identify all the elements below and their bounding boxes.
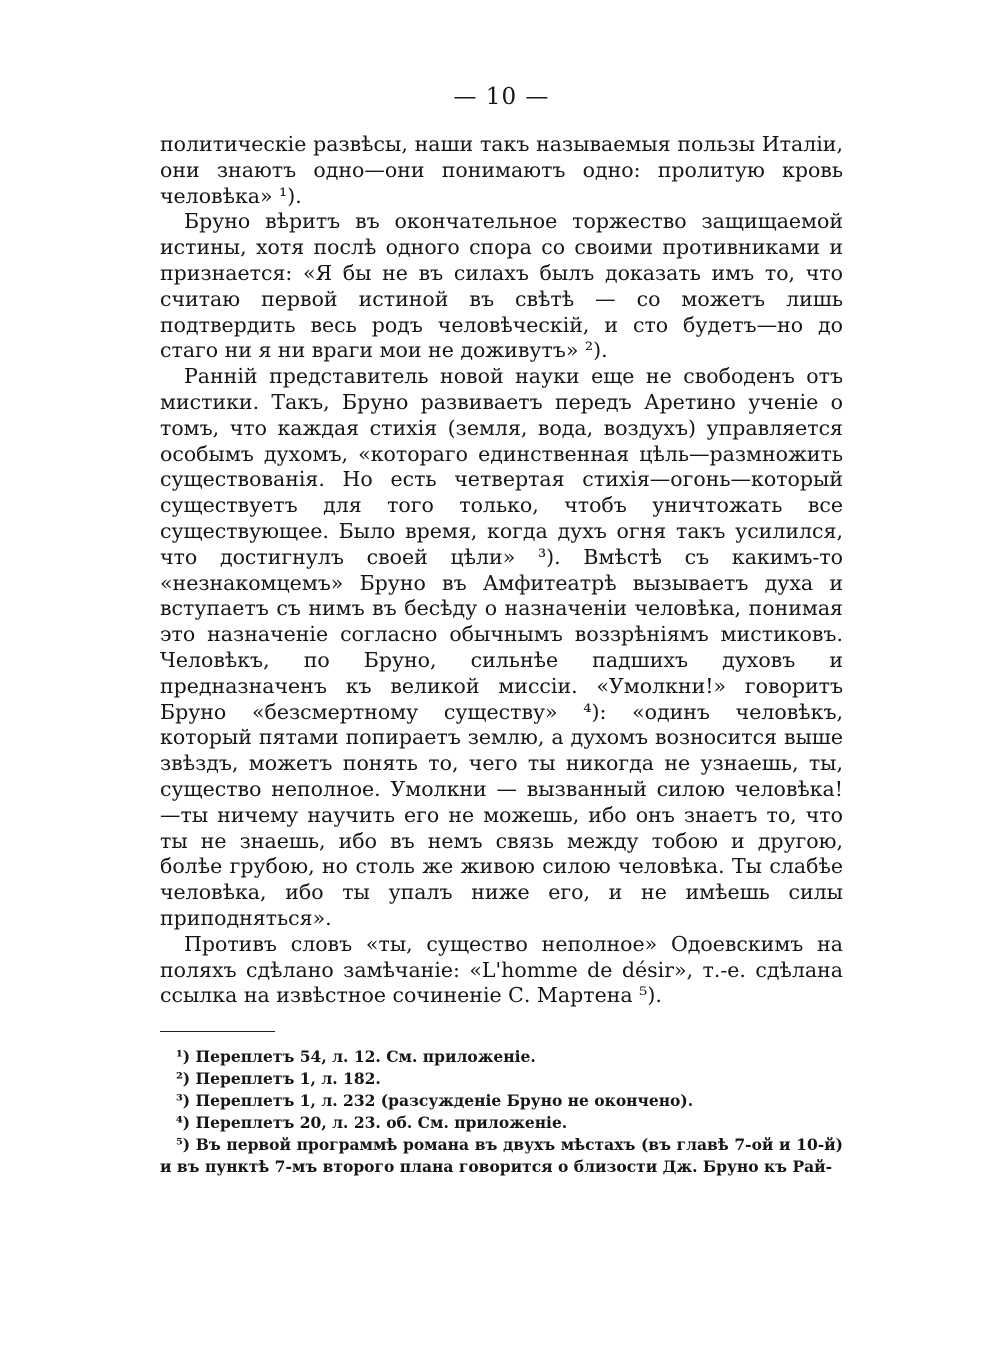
footnote: ²) Переплетъ 1, л. 182. xyxy=(176,1069,381,1089)
page-number: — 10 — xyxy=(453,84,550,110)
paragraph: Бруно вѣритъ въ окончательное торжество защищаемой истины, хотя послѣ одного спора со своими противниками и признается: «Я бы не въ силахъ былъ доказать имъ то, что считаю первой истиной въ свѣтѣ — со можетъ лишь подтвердить весь родъ человѣческій, и сто будетъ—но до стаго ни я ни враги мои не доживутъ» ²). xyxy=(160,209,843,363)
paragraph: политическіе развѣсы, наши такъ называемыя пользы Италіи, они знаютъ одно—они понимаютъ одно: пролитую кровь человѣка» ¹). xyxy=(160,132,843,208)
footnote: ³) Переплетъ 1, л. 232 (разсужденіе Бруно не окончено). xyxy=(176,1091,694,1111)
footnote-divider xyxy=(160,1031,275,1032)
document-page xyxy=(160,82,843,1178)
paragraph: Ранній представитель новой науки еще не свободенъ отъ мистики. Такъ, Бруно развиваетъ передъ Аретино ученіе о томъ, что каждая стихія (земля, вода, воздухъ) управляется особымъ духомъ, «котораго единственная цѣль—размножить существованія. Но есть четвертая стихія—огонь—который существуетъ для того только, чтобъ уничтожать все существующее. Было время, когда духъ огня такъ усилился, что достигнулъ своей цѣли» ³). Вмѣстѣ съ какимъ-то «незнакомцемъ» Бруно въ Амфитеатрѣ вызываетъ духа и вступаетъ съ нимъ въ бесѣду о назначеніи человѣка, понимая это назначеніе согласно обычнымъ воззрѣніямъ мистиковъ. Человѣкъ, по Бруно, сильнѣе падшихъ духовъ и предназначенъ къ великой миссіи. «Умолкни!» говоритъ Бруно «безсмертному существу» ⁴): «одинъ человѣкъ, который пятами попираетъ землю, а духомъ возносится выше звѣздъ, можетъ понять то, чего ты никогда не узнаешь, ты, существо неполное. Умолкни — вызванный силою человѣка!—ты ничему научить его не можешь, ибо онъ знаетъ то, что ты не знаешь, ибо въ немъ связь между тобою и другою, болѣе грубою, но столь же живою силою человѣка. Ты слабѣе человѣка, ибо ты упалъ ниже его, и не имѣешь силы приподняться». xyxy=(160,364,843,930)
footnote: ¹) Переплетъ 54, л. 12. См. приложеніе. xyxy=(176,1047,536,1067)
footnote: ⁴) Переплетъ 20, л. 23. об. См. приложеніе. xyxy=(176,1113,568,1133)
body-text xyxy=(160,132,843,1009)
footnote: ⁵) Въ первой программѣ романа въ двухъ мѣстахъ (въ главѣ 7-ой и 10-й) и въ пунктѣ 7-мъ второго плана говорится о близости Дж. Бруно къ Рай- xyxy=(160,1135,843,1177)
paragraph: Противъ словъ «ты, существо неполное» Одоевскимъ на поляхъ сдѣлано замѣчаніе: «L'homme de désir», т.-е. сдѣлана ссылка на извѣстное сочиненіе С. Мартена ⁵). xyxy=(160,931,843,1008)
footnotes xyxy=(160,1046,843,1178)
